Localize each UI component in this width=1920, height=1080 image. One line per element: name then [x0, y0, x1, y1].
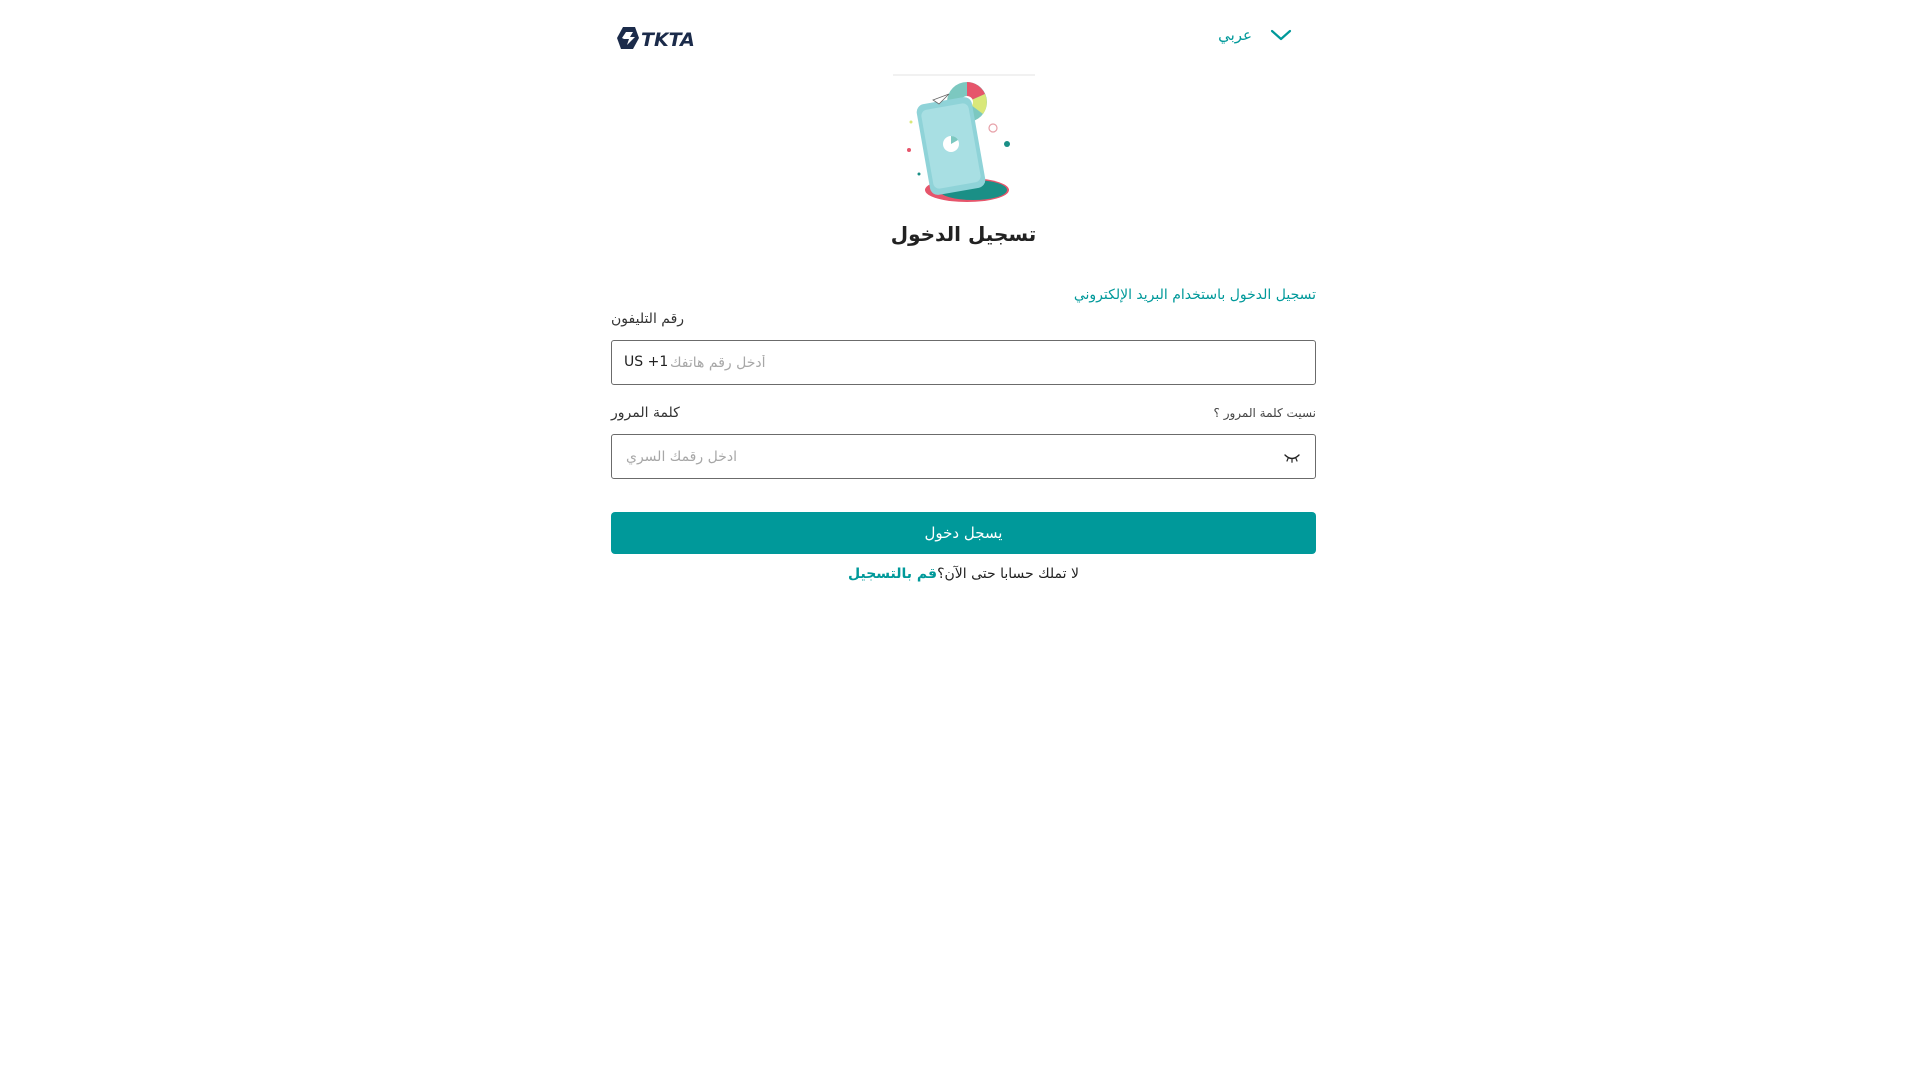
- login-page: [611, 0, 1316, 1080]
- phone-field[interactable]: [611, 340, 1316, 385]
- chevron-down-icon[interactable]: [1270, 28, 1292, 42]
- language-selector[interactable]: [1218, 26, 1292, 44]
- login-button[interactable]: يسجل دخول: [611, 512, 1316, 554]
- phone-label: رقم التليفون: [611, 311, 685, 327]
- signup-prompt: [611, 566, 1316, 582]
- password-input[interactable]: [624, 444, 748, 470]
- password-field[interactable]: [611, 434, 1316, 479]
- header: [611, 0, 1316, 76]
- country-code-selector[interactable]: US +1: [624, 354, 669, 370]
- no-account-text: لا تملك حسابا حتى الآن؟: [937, 566, 1079, 582]
- phone-illustration-icon: [893, 74, 1035, 208]
- eye-closed-icon[interactable]: [1283, 451, 1301, 465]
- language-label: عربي: [1218, 26, 1252, 44]
- tkta-logo-icon: [617, 27, 639, 49]
- page-title: تسجيل الدخول: [890, 222, 1037, 246]
- tkta-logo[interactable]: [613, 24, 699, 52]
- signup-link[interactable]: قم بالتسجيل: [848, 566, 938, 582]
- phone-input[interactable]: [668, 350, 772, 376]
- password-label: كلمة المرور: [611, 405, 680, 421]
- logo-text: TKTA: [641, 29, 695, 51]
- forgot-password-link[interactable]: نسيت كلمة المرور ؟: [1213, 406, 1316, 420]
- email-login-link[interactable]: تسجيل الدخول باستخدام البريد الإلكتروني: [1073, 287, 1316, 303]
